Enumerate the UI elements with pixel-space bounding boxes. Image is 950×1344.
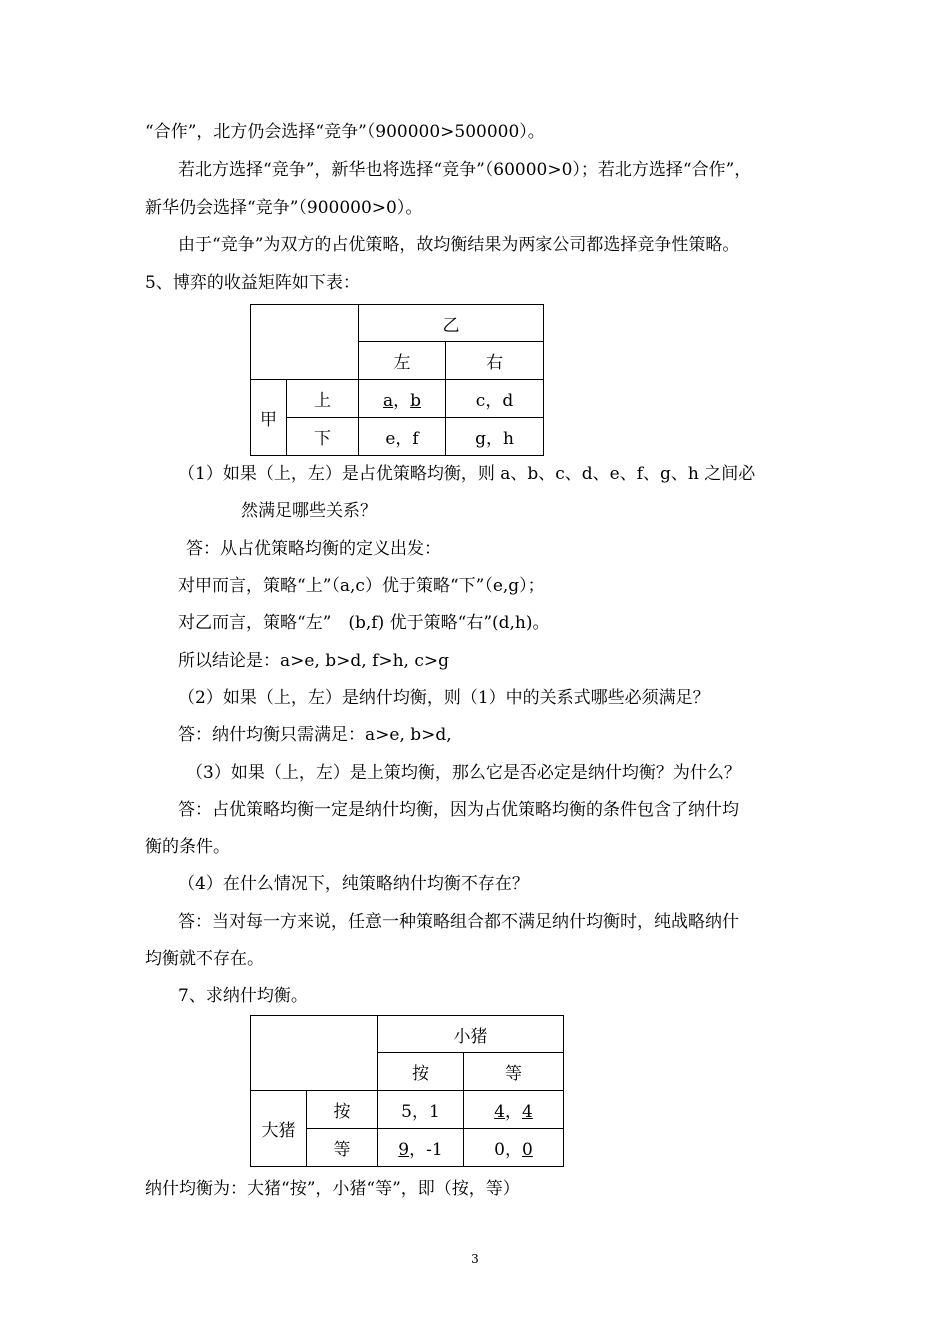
table1-col-left: 左 [359, 342, 446, 380]
table2-col-wait: 等 [464, 1053, 564, 1091]
table1-cell-up-left: a，b [359, 380, 446, 418]
paragraph-2: 若北方选择“竞争”，新华也将选择“竞争”（60000>0）；若北方选择“合作”， [178, 160, 752, 180]
payoff-matrix-table-1 [250, 304, 544, 456]
answer-1-line-2: 对甲而言，策略“上”（a,c）优于策略“下”（e,g）； [178, 576, 545, 596]
answer-3-line-2: 衡的条件。 [145, 837, 230, 857]
table2-cell-wait-wait: 0，0 [464, 1129, 564, 1167]
question-7-heading: 7、求纳什均衡。 [178, 986, 308, 1006]
question-2: （2）如果（上，左）是纳什均衡，则（1）中的关系式哪些必须满足？ [178, 688, 710, 708]
table1-cell-down-right: g，h [446, 418, 544, 456]
answer-1-line-3: 对乙而言，策略“左” (b,f) 优于策略“右”(d,h)。 [178, 613, 550, 633]
question-5-heading: 5、博弈的收益矩阵如下表： [145, 273, 360, 293]
answer-4-line-2: 均衡就不存在。 [145, 949, 264, 969]
paragraph-1: “合作”，北方仍会选择“竞争”（900000>500000）。 [145, 122, 545, 142]
table1-row-player: 甲 [251, 380, 287, 456]
table2-col-player: 小猪 [378, 1016, 564, 1053]
table2-col-press: 按 [378, 1053, 464, 1091]
answer-4-line-1: 答：当对每一方来说，任意一种策略组合都不满足纳什均衡时，纯战略纳什 [178, 912, 739, 932]
answer-1-line-1: 答：从占优策略均衡的定义出发： [186, 539, 441, 559]
answer-2: 答：纳什均衡只需满足：a>e, b>d, [178, 725, 452, 745]
table2-row-player: 大猪 [251, 1091, 307, 1167]
question-3: （3）如果（上，左）是上策均衡，那么它是否必定是纳什均衡？为什么？ [186, 763, 741, 783]
payoff-b: b [410, 391, 422, 411]
question-1-line-2: 然满足哪些关系？ [241, 501, 377, 521]
table1-corner [251, 305, 359, 380]
table1-col-player: 乙 [359, 305, 544, 342]
table2-cell-press-wait: 4，4 [464, 1091, 564, 1129]
table1-row-up: 上 [287, 380, 359, 418]
table2-row-wait: 等 [307, 1129, 378, 1167]
table2-corner [251, 1016, 378, 1091]
page-number: 3 [471, 1252, 479, 1266]
table1-cell-down-left: e，f [359, 418, 446, 456]
table2-cell-wait-press: 9，-1 [378, 1129, 464, 1167]
answer-1-line-4: 所以结论是：a>e, b>d, f>h, c>g [178, 651, 450, 671]
paragraph-4: 由于“竞争”为双方的占优策略，故均衡结果为两家公司都选择竞争性策略。 [178, 235, 740, 255]
table2-row-press: 按 [307, 1091, 378, 1129]
question-4: （4）在什么情况下，纯策略纳什均衡不存在？ [178, 874, 529, 894]
table1-cell-up-right: c，d [446, 380, 544, 418]
payoff-a: a [382, 391, 394, 411]
nash-equilibrium-conclusion: 纳什均衡为：大猪“按”，小猪“等”，即（按，等） [145, 1179, 520, 1199]
question-1-line-1: （1）如果（上，左）是占优策略均衡，则 a、b、c、d、e、f、g、h 之间必 [178, 464, 756, 484]
payoff-matrix-table-2 [250, 1015, 564, 1167]
answer-3-line-1: 答：占优策略均衡一定是纳什均衡，因为占优策略均衡的条件包含了纳什均 [178, 800, 739, 820]
table1-col-right: 右 [446, 342, 544, 380]
table1-row-down: 下 [287, 418, 359, 456]
paragraph-3: 新华仍会选择“竞争”（900000>0）。 [145, 198, 423, 218]
table2-cell-press-press: 5，1 [378, 1091, 464, 1129]
